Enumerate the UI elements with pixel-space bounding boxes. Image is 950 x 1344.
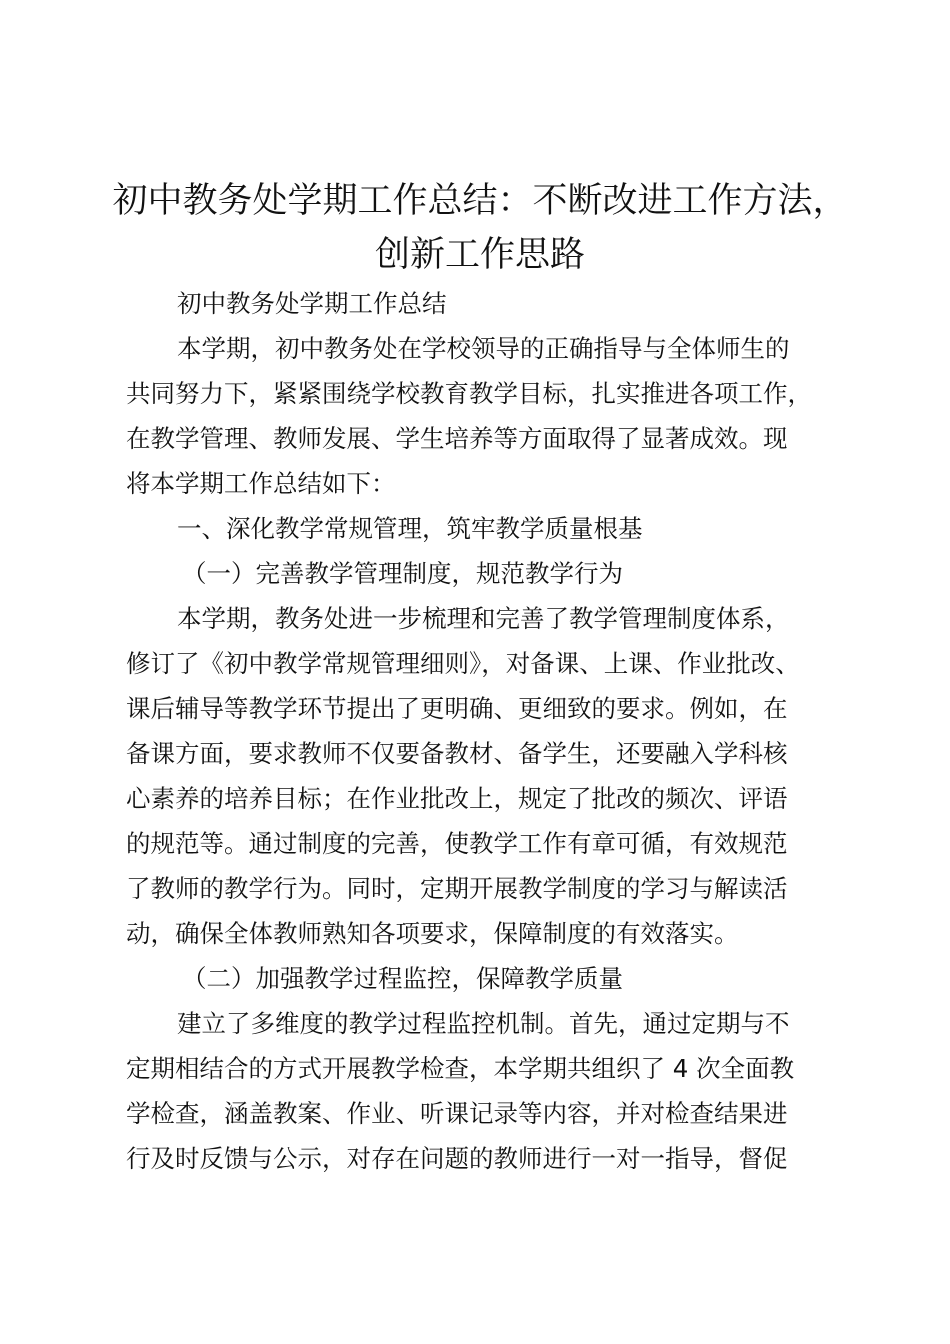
sub1-line-3: 课后辅导等教学环节提出了更明确、更细致的要求。例如，在 (126, 694, 788, 723)
title-line-2: 创新工作思路 (374, 235, 585, 275)
sub2-line-2: 定期相结合的方式开展教学检查，本学期共组织了 4 次全面教 (126, 1054, 795, 1083)
sub2-line-1: 建立了多维度的教学过程监控机制。首先，通过定期与不 (177, 1009, 790, 1038)
intro-line-1: 本学期，初中教务处在学校领导的正确指导与全体师生的 (177, 334, 790, 363)
subtitle: 初中教务处学期工作总结 (177, 289, 447, 318)
sub2-line-4: 行及时反馈与公示，对存在问题的教师进行一对一指导，督促 (126, 1144, 788, 1173)
sub2-line-3: 学检查，涵盖教案、作业、听课记录等内容，并对检查结果进 (126, 1099, 788, 1128)
sub1-line-5: 心素养的培养目标；在作业批改上，规定了批改的频次、评语 (126, 784, 788, 813)
sub1-line-7: 了教师的教学行为。同时，定期开展教学制度的学习与解读活 (126, 874, 788, 903)
sub1-line-8: 动，确保全体教师熟知各项要求，保障制度的有效落实。 (126, 919, 739, 948)
title-line-1: 初中教务处学期工作总结：不断改进工作方法， (112, 181, 848, 221)
intro-line-4: 将本学期工作总结如下： (126, 469, 396, 498)
sub1-line-2: 修订了《初中教学常规管理细则》，对备课、上课、作业批改、 (126, 649, 800, 678)
sub1-line-6: 的规范等。通过制度的完善，使教学工作有章可循，有效规范 (126, 829, 788, 858)
subsection-heading-1: （一）完善教学管理制度，规范教学行为 (182, 559, 623, 588)
intro-line-3: 在教学管理、教师发展、学生培养等方面取得了显著成效。现 (126, 424, 788, 453)
section-heading-1: 一、深化教学常规管理，筑牢教学质量根基 (177, 514, 643, 543)
document-title (100, 174, 860, 282)
sub1-line-4: 备课方面，要求教师不仅要备教材、备学生，还要融入学科核 (126, 739, 788, 768)
intro-line-2: 共同努力下，紧紧围绕学校教育教学目标，扎实推进各项工作， (126, 379, 812, 408)
document-body (126, 281, 846, 1181)
subsection-heading-2: （二）加强教学过程监控，保障教学质量 (182, 964, 623, 993)
sub1-line-1: 本学期，教务处进一步梳理和完善了教学管理制度体系， (177, 604, 790, 633)
